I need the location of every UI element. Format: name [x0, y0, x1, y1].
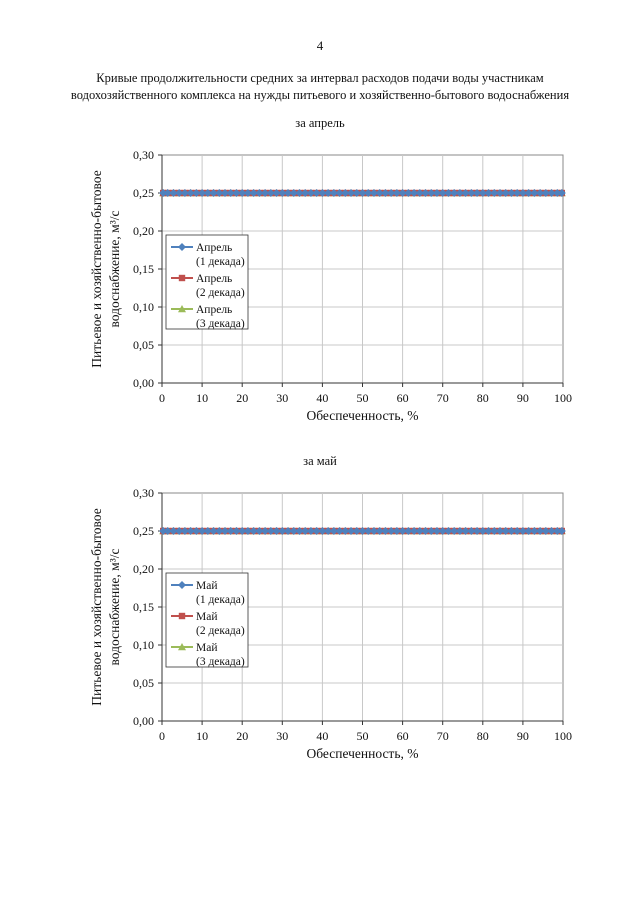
x-tick-label: 100: [554, 391, 572, 405]
series-1: [159, 527, 566, 535]
x-tick-label: 100: [554, 729, 572, 743]
x-tick-label: 0: [159, 729, 165, 743]
y-tick-label: 0,15: [133, 262, 154, 276]
y-tick-label: 0,25: [133, 524, 154, 538]
y-axis-label-line-2: водоснабжение, м³/с: [107, 548, 122, 666]
y-tick-label: 0,30: [133, 148, 154, 162]
legend-label: Апрель: [196, 304, 233, 316]
legend-sublabel: (1 декада): [196, 594, 245, 606]
y-tick-label: 0,00: [133, 714, 154, 728]
legend-label: Май: [196, 642, 218, 654]
legend-sublabel: (2 декада): [196, 287, 245, 299]
y-tick-label: 0,05: [133, 676, 154, 690]
legend-marker: [179, 275, 185, 281]
x-tick-label: 50: [356, 729, 369, 743]
x-tick-label: 30: [276, 391, 289, 405]
x-tick-label: 80: [476, 729, 489, 743]
x-tick-label: 40: [316, 391, 329, 405]
page-number: 4: [316, 38, 324, 53]
legend-sublabel: (1 декада): [196, 256, 245, 268]
x-tick-label: 10: [196, 729, 209, 743]
title-line-1: Кривые продолжительности средних за интервал расходов подачи воды участникам: [96, 71, 544, 85]
legend-label: Май: [196, 611, 218, 623]
x-tick-label: 70: [436, 391, 449, 405]
x-tick-label: 80: [476, 391, 489, 405]
document-title: [30, 70, 610, 104]
y-tick-label: 0,15: [133, 600, 154, 614]
y-axis-label-line-2: водоснабжение, м³/с: [107, 210, 122, 328]
x-tick-label: 0: [159, 391, 165, 405]
y-tick-label: 0,25: [133, 186, 154, 200]
legend-label: Апрель: [196, 273, 233, 285]
legend: [166, 235, 248, 330]
x-tick-label: 90: [516, 729, 529, 743]
legend-sublabel: (3 декада): [196, 656, 245, 668]
x-axis-label: Обеспеченность, %: [306, 746, 419, 761]
series-1: [159, 189, 566, 197]
y-tick-label: 0,30: [133, 486, 154, 500]
legend-sublabel: (3 декада): [196, 318, 245, 330]
x-tick-label: 60: [396, 391, 409, 405]
legend: [166, 573, 248, 668]
y-tick-label: 0,20: [133, 562, 154, 576]
x-tick-label: 30: [276, 729, 289, 743]
x-tick-label: 10: [196, 391, 209, 405]
x-axis-label: Обеспеченность, %: [306, 408, 419, 423]
x-tick-label: 20: [236, 729, 249, 743]
x-tick-label: 70: [436, 729, 449, 743]
legend-label: Апрель: [196, 242, 233, 254]
chart-april: [0, 140, 640, 440]
chart-caption-april: за апрель: [295, 116, 345, 130]
title-line-2: водохозяйственного комплекса на нужды питьевого и хозяйственно-бытового водоснабжения: [70, 88, 570, 102]
legend-marker: [179, 613, 185, 619]
legend-sublabel: (2 декада): [196, 625, 245, 637]
x-tick-label: 20: [236, 391, 249, 405]
y-tick-label: 0,20: [133, 224, 154, 238]
legend-label: Май: [196, 580, 218, 592]
y-tick-label: 0,00: [133, 376, 154, 390]
y-axis-label-line-1: Питьевое и хозяйственно-бытовое: [89, 508, 104, 706]
y-tick-label: 0,10: [133, 638, 154, 652]
x-tick-label: 50: [356, 391, 369, 405]
x-tick-label: 40: [316, 729, 329, 743]
chart-may: [0, 478, 640, 778]
y-tick-label: 0,10: [133, 300, 154, 314]
y-tick-label: 0,05: [133, 338, 154, 352]
y-axis-label-line-1: Питьевое и хозяйственно-бытовое: [89, 170, 104, 368]
chart-caption-may: за май: [303, 454, 337, 468]
x-tick-label: 90: [516, 391, 529, 405]
x-tick-label: 60: [396, 729, 409, 743]
